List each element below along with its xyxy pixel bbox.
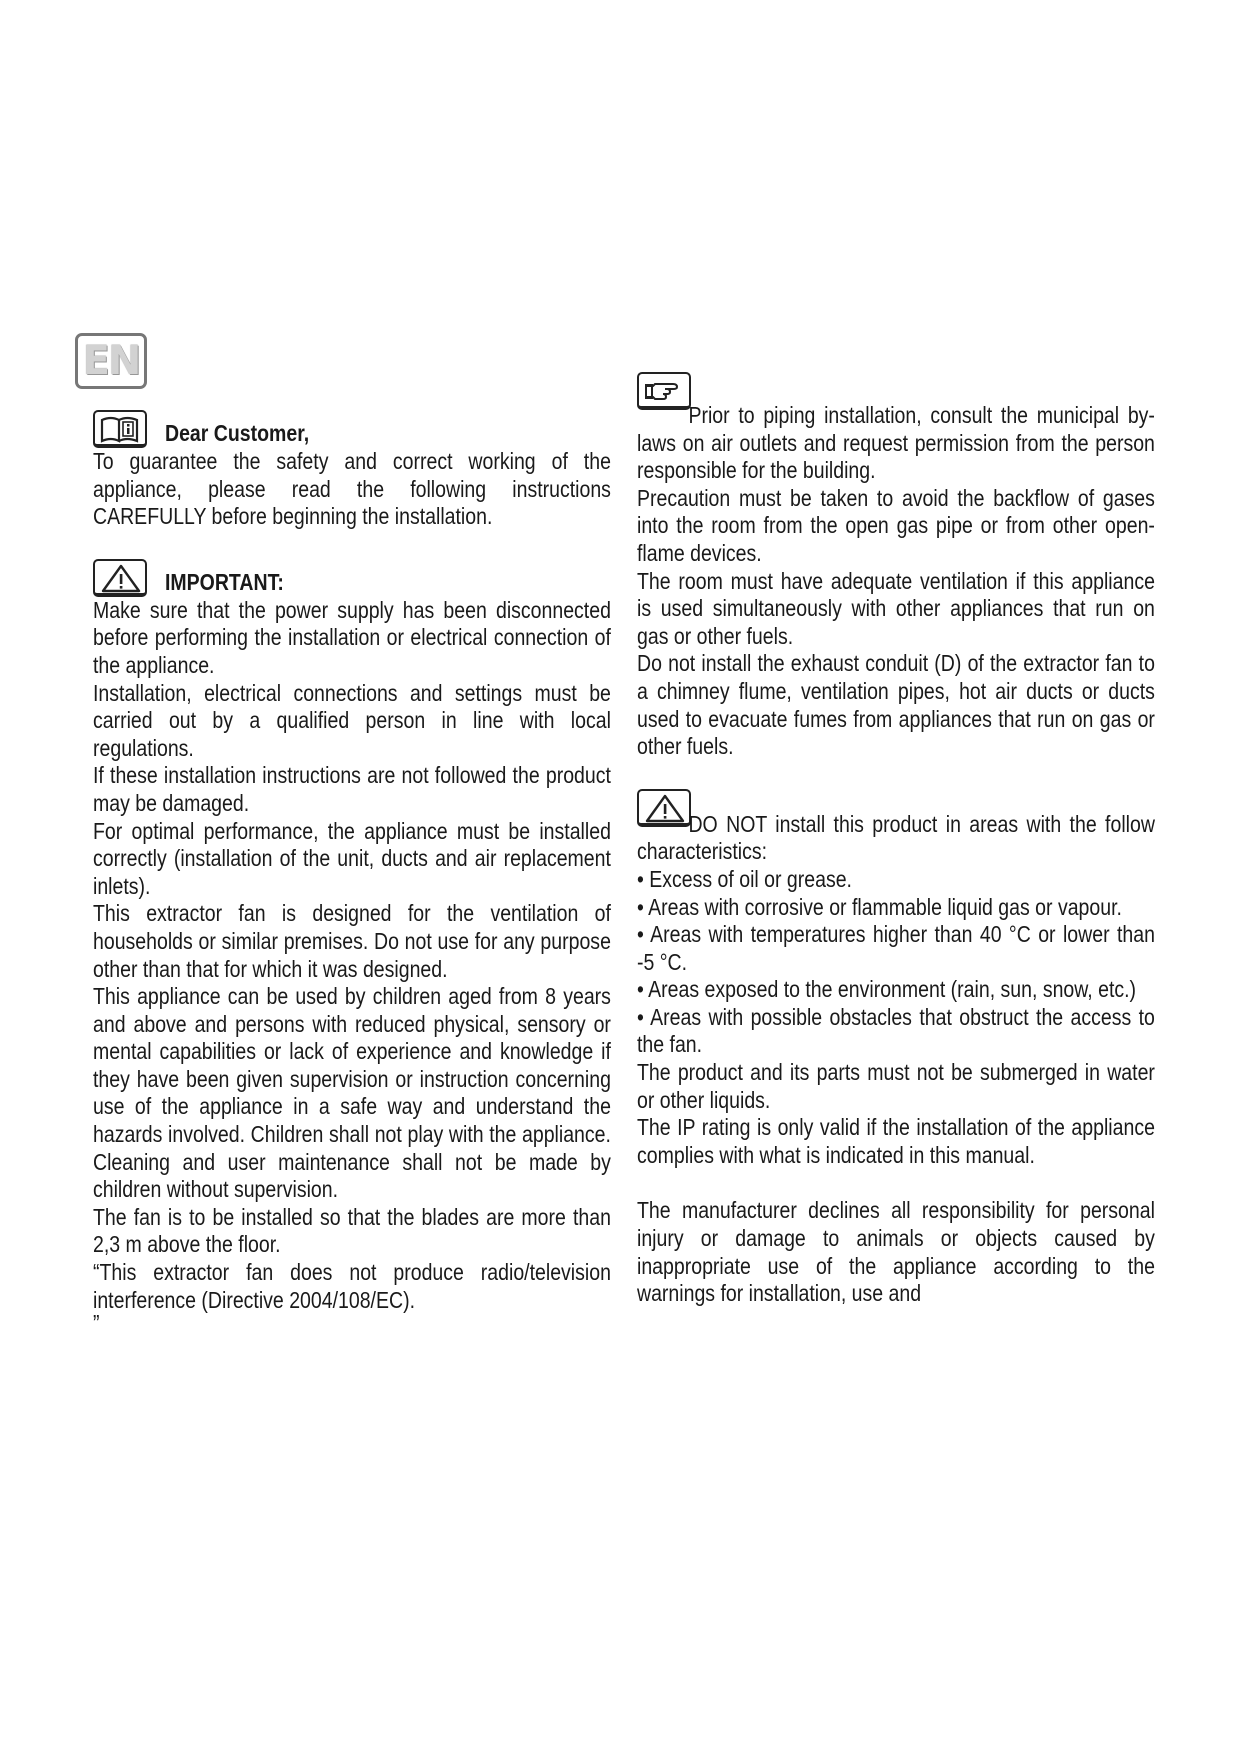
piping-para-2: The room must have adequate ventilation if this appliance is used simultaneously with other appliances that run on gas or other fuels. xyxy=(637,567,1155,649)
piping-para-3: Do not install the exhaust conduit (D) of the extractor fan to a chimney flume, ventilation pipes, hot air ducts or ducts used to evacuate fumes from appliances that run on gas or other fuels. xyxy=(637,650,1155,760)
bullet-obstacles: • Areas with possible obstacles that obstruct the access to the fan. xyxy=(637,1003,1155,1058)
bullet-corrosive: • Areas with corrosive or flammable liquid gas or vapour. xyxy=(637,893,1122,920)
important-para-3: If these installation instructions are not followed the product may be damaged. xyxy=(93,762,611,816)
do-not-install-section xyxy=(637,789,1155,1170)
piping-note-section xyxy=(637,372,1155,761)
important-para-8: “This extractor fan does not produce radio/television interference (Directive 2004/108/EC). xyxy=(93,1259,611,1313)
important-heading-row xyxy=(93,559,611,597)
important-para-1: Make sure that the power supply has been disconnected before performing the installation or electrical connection of the appliance. xyxy=(93,596,611,678)
warning-triangle-icon xyxy=(93,559,147,597)
submerged-para: The product and its parts must not be submerged in water or other liquids. xyxy=(637,1059,1155,1113)
important-para-2: Installation, electrical connections and settings must be carried out by a qualified person in line with local regulations. xyxy=(93,679,611,761)
important-heading: IMPORTANT: xyxy=(165,569,284,596)
manufacturer-disclaimer: The manufacturer declines all responsibility for personal injury or damage to animals or objects caused by inappropriate use of the appliance according to the warnings for installation, use and xyxy=(637,1197,1155,1307)
bullet-environment: • Areas exposed to the environment (rain, sun, snow, etc.) xyxy=(637,976,1137,1003)
dear-customer-text: To guarantee the safety and correct working of the appliance, please read the following instructions CAREFULLY before beginning the installation. xyxy=(93,448,611,530)
important-para-9: ” xyxy=(93,1310,100,1337)
language-badge-en: EN xyxy=(75,333,147,389)
bullet-oil-grease: • Excess of oil or grease. xyxy=(637,865,852,892)
piping-note-text: Prior to piping installation, consult the municipal by-laws on air outlets and request permission from the person responsible for the building. xyxy=(637,402,1155,484)
right-column xyxy=(637,372,1155,1308)
manual-info-icon xyxy=(93,410,147,448)
dear-customer-heading-row xyxy=(93,410,611,448)
important-para-4: For optimal performance, the appliance must be installed correctly (installation of the unit, ducts and air replacement inlets). xyxy=(93,817,611,899)
important-para-6: This appliance can be used by children aged from 8 years and above and persons with reduced physical, sensory or mental capabilities or lack of experience and knowledge if they have been given supervision or instruction concerning use of the appliance in a safe way and understand the hazards involved. Children shall not play with the appliance. Cleaning and user maintenance shall not be made by children without supervision. xyxy=(93,983,611,1203)
dear-customer-section xyxy=(93,410,611,531)
do-not-install-text: DO NOT install this product in areas with the follow characteristics: xyxy=(637,810,1155,865)
ip-rating-para: The IP rating is only valid if the installation of the appliance complies with what is indicated in this manual. xyxy=(637,1114,1155,1168)
piping-para-1: Precaution must be taken to avoid the backflow of gases into the room from the open gas pipe or from other open-flame devices. xyxy=(637,484,1155,566)
important-section xyxy=(93,559,611,1337)
dear-customer-heading: Dear Customer, xyxy=(165,420,310,447)
important-para-7: The fan is to be installed so that the blades are more than 2,3 m above the floor. xyxy=(93,1203,611,1258)
left-column xyxy=(93,410,611,1337)
bullet-temperatures: • Areas with temperatures higher than 40 °C or lower than -5 °C. xyxy=(637,921,1155,975)
important-para-5: This extractor fan is designed for the ventilation of households or similar premises. Do not use for any purpose other than that for which it was designed. xyxy=(93,900,611,982)
